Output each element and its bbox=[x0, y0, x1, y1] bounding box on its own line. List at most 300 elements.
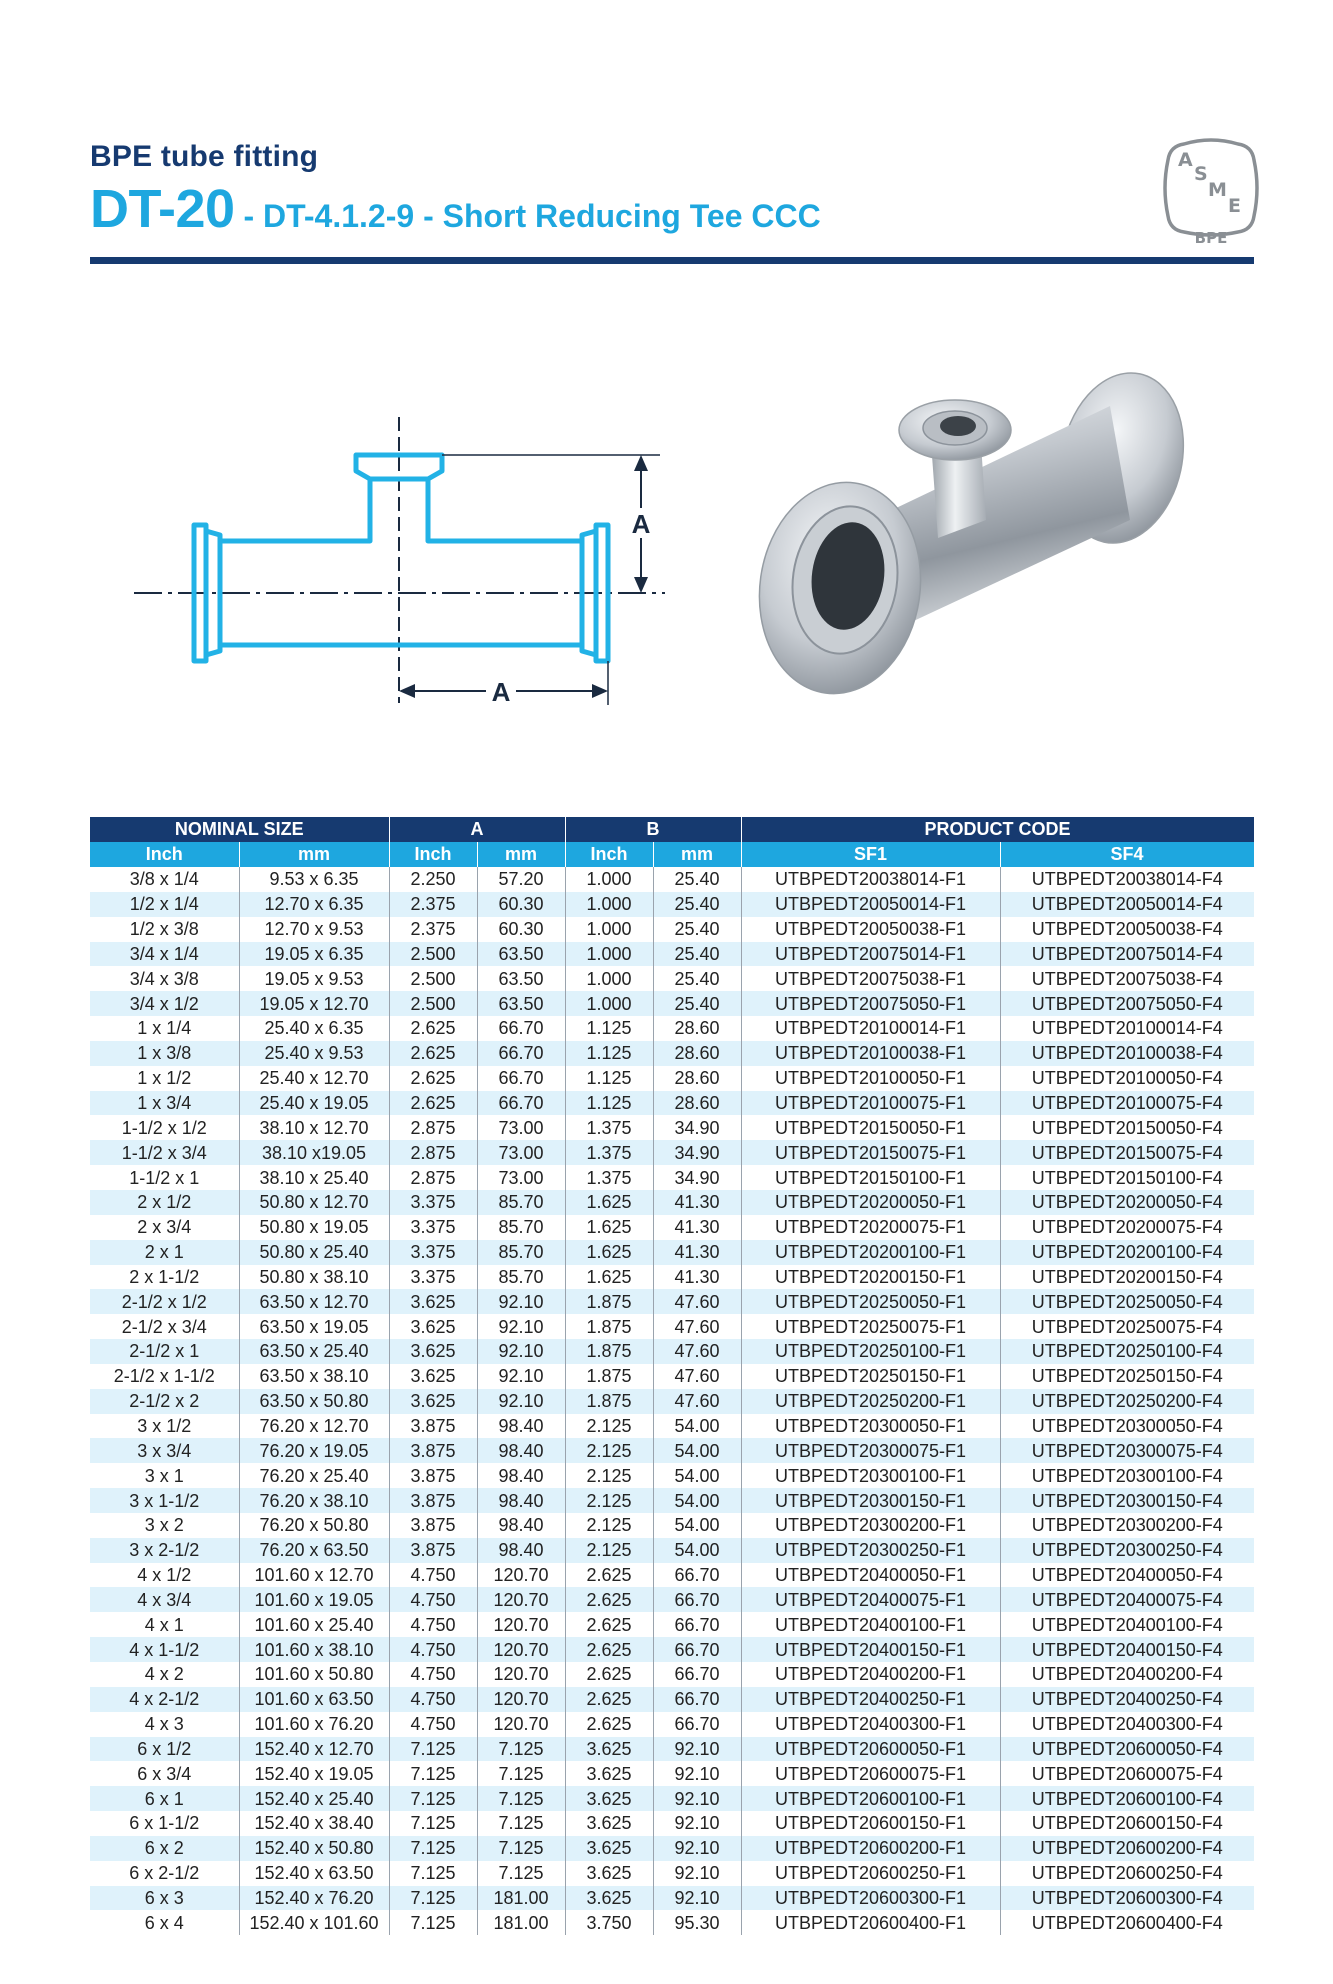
cell-code-sf4: UTBPEDT20150100-F4 bbox=[1000, 1165, 1254, 1190]
cell-code-sf4: UTBPEDT20200075-F4 bbox=[1000, 1215, 1254, 1240]
cell-size-mm: 25.40 x 12.70 bbox=[239, 1066, 389, 1091]
table-row bbox=[90, 1190, 1254, 1215]
cell-a-inch: 7.125 bbox=[389, 1737, 477, 1762]
cell-size-mm: 152.40 x 63.50 bbox=[239, 1861, 389, 1886]
subheader-size-inch: Inch bbox=[90, 842, 239, 867]
cell-a-inch: 3.625 bbox=[389, 1289, 477, 1314]
cell-size-inch: 3 x 3/4 bbox=[90, 1438, 239, 1463]
cell-code-sf4: UTBPEDT20300150-F4 bbox=[1000, 1488, 1254, 1513]
cell-b-inch: 1.000 bbox=[565, 892, 653, 917]
cell-b-inch: 1.625 bbox=[565, 1190, 653, 1215]
cell-size-mm: 152.40 x 38.40 bbox=[239, 1811, 389, 1836]
cell-b-mm: 34.90 bbox=[653, 1115, 741, 1140]
cell-code-sf4: UTBPEDT20050038-F4 bbox=[1000, 917, 1254, 942]
cell-a-inch: 2.250 bbox=[389, 867, 477, 892]
cell-code-sf4: UTBPEDT20600400-F4 bbox=[1000, 1910, 1254, 1935]
cell-code-sf1: UTBPEDT20600300-F1 bbox=[741, 1886, 1000, 1911]
cell-a-mm: 120.70 bbox=[477, 1687, 565, 1712]
cell-code-sf4: UTBPEDT20250050-F4 bbox=[1000, 1289, 1254, 1314]
cell-a-mm: 85.70 bbox=[477, 1215, 565, 1240]
cell-b-mm: 66.70 bbox=[653, 1687, 741, 1712]
cell-code-sf4: UTBPEDT20400200-F4 bbox=[1000, 1662, 1254, 1687]
cell-b-mm: 34.90 bbox=[653, 1140, 741, 1165]
dim-label-vertical: A bbox=[631, 509, 651, 539]
table-row bbox=[90, 1066, 1254, 1091]
cell-b-mm: 54.00 bbox=[653, 1488, 741, 1513]
cell-b-mm: 95.30 bbox=[653, 1910, 741, 1935]
cell-size-mm: 152.40 x 76.20 bbox=[239, 1886, 389, 1911]
cell-size-inch: 3 x 1-1/2 bbox=[90, 1488, 239, 1513]
cell-b-inch: 2.125 bbox=[565, 1488, 653, 1513]
table-row bbox=[90, 1538, 1254, 1563]
cell-size-inch: 2 x 1/2 bbox=[90, 1190, 239, 1215]
cell-size-inch: 2-1/2 x 3/4 bbox=[90, 1314, 239, 1339]
cell-b-mm: 54.00 bbox=[653, 1414, 741, 1439]
cell-code-sf4: UTBPEDT20600100-F4 bbox=[1000, 1786, 1254, 1811]
cell-size-mm: 76.20 x 25.40 bbox=[239, 1463, 389, 1488]
cell-code-sf1: UTBPEDT20400300-F1 bbox=[741, 1712, 1000, 1737]
cell-code-sf1: UTBPEDT20038014-F1 bbox=[741, 867, 1000, 892]
cell-a-mm: 63.50 bbox=[477, 991, 565, 1016]
table-body bbox=[90, 867, 1254, 1935]
cell-b-mm: 92.10 bbox=[653, 1836, 741, 1861]
cell-code-sf1: UTBPEDT20600075-F1 bbox=[741, 1761, 1000, 1786]
subheader-a-inch: Inch bbox=[389, 842, 477, 867]
cell-b-mm: 41.30 bbox=[653, 1215, 741, 1240]
cell-a-mm: 63.50 bbox=[477, 942, 565, 967]
cell-b-inch: 3.625 bbox=[565, 1786, 653, 1811]
subheader-sf1: SF1 bbox=[741, 842, 1000, 867]
cell-a-mm: 66.70 bbox=[477, 1041, 565, 1066]
cell-code-sf4: UTBPEDT20250075-F4 bbox=[1000, 1314, 1254, 1339]
cell-b-mm: 47.60 bbox=[653, 1364, 741, 1389]
cell-code-sf4: UTBPEDT20300100-F4 bbox=[1000, 1463, 1254, 1488]
table-row bbox=[90, 1265, 1254, 1290]
cell-b-mm: 92.10 bbox=[653, 1811, 741, 1836]
cell-code-sf4: UTBPEDT20400050-F4 bbox=[1000, 1563, 1254, 1588]
cell-a-mm: 120.70 bbox=[477, 1563, 565, 1588]
cell-size-inch: 4 x 1-1/2 bbox=[90, 1637, 239, 1662]
cell-b-mm: 25.40 bbox=[653, 966, 741, 991]
cell-a-mm: 120.70 bbox=[477, 1612, 565, 1637]
cell-code-sf1: UTBPEDT20600200-F1 bbox=[741, 1836, 1000, 1861]
header-rule bbox=[90, 257, 1254, 264]
cell-a-inch: 3.625 bbox=[389, 1364, 477, 1389]
page-header bbox=[90, 140, 1254, 240]
table-row bbox=[90, 1091, 1254, 1116]
cell-size-inch: 2-1/2 x 2 bbox=[90, 1389, 239, 1414]
cell-size-mm: 19.05 x 6.35 bbox=[239, 942, 389, 967]
cell-size-inch: 4 x 2 bbox=[90, 1662, 239, 1687]
cell-code-sf1: UTBPEDT20075014-F1 bbox=[741, 942, 1000, 967]
cell-size-mm: 101.60 x 19.05 bbox=[239, 1587, 389, 1612]
cell-a-mm: 92.10 bbox=[477, 1364, 565, 1389]
table-row bbox=[90, 1761, 1254, 1786]
cell-b-inch: 1.000 bbox=[565, 917, 653, 942]
cell-code-sf1: UTBPEDT20300250-F1 bbox=[741, 1538, 1000, 1563]
table-row bbox=[90, 1836, 1254, 1861]
cell-b-inch: 1.375 bbox=[565, 1115, 653, 1140]
table-row bbox=[90, 1364, 1254, 1389]
cell-code-sf1: UTBPEDT20200075-F1 bbox=[741, 1215, 1000, 1240]
cell-code-sf4: UTBPEDT20600300-F4 bbox=[1000, 1886, 1254, 1911]
cell-a-inch: 3.375 bbox=[389, 1265, 477, 1290]
cell-code-sf1: UTBPEDT20250150-F1 bbox=[741, 1364, 1000, 1389]
cell-a-mm: 181.00 bbox=[477, 1910, 565, 1935]
cell-a-inch: 7.125 bbox=[389, 1761, 477, 1786]
table-row bbox=[90, 867, 1254, 892]
cell-size-inch: 3 x 1/2 bbox=[90, 1414, 239, 1439]
cell-size-inch: 6 x 3/4 bbox=[90, 1761, 239, 1786]
cell-a-inch: 7.125 bbox=[389, 1811, 477, 1836]
cell-b-mm: 92.10 bbox=[653, 1737, 741, 1762]
cell-a-inch: 4.750 bbox=[389, 1662, 477, 1687]
cell-a-mm: 60.30 bbox=[477, 917, 565, 942]
cell-size-mm: 101.60 x 12.70 bbox=[239, 1563, 389, 1588]
cell-b-mm: 92.10 bbox=[653, 1761, 741, 1786]
cell-a-inch: 2.500 bbox=[389, 991, 477, 1016]
cell-b-inch: 2.625 bbox=[565, 1662, 653, 1687]
cell-size-inch: 6 x 2-1/2 bbox=[90, 1861, 239, 1886]
cell-size-inch: 6 x 1 bbox=[90, 1786, 239, 1811]
cell-b-inch: 1.000 bbox=[565, 867, 653, 892]
cell-code-sf4: UTBPEDT20038014-F4 bbox=[1000, 867, 1254, 892]
cell-a-mm: 73.00 bbox=[477, 1140, 565, 1165]
cell-size-mm: 63.50 x 50.80 bbox=[239, 1389, 389, 1414]
product-category: BPE tube fitting bbox=[90, 140, 319, 173]
cell-a-inch: 7.125 bbox=[389, 1861, 477, 1886]
cell-size-mm: 25.40 x 6.35 bbox=[239, 1016, 389, 1041]
cell-b-mm: 92.10 bbox=[653, 1861, 741, 1886]
cell-b-inch: 3.625 bbox=[565, 1836, 653, 1861]
cell-code-sf1: UTBPEDT20250200-F1 bbox=[741, 1389, 1000, 1414]
table-row bbox=[90, 1140, 1254, 1165]
cell-b-mm: 34.90 bbox=[653, 1165, 741, 1190]
cell-size-mm: 25.40 x 9.53 bbox=[239, 1041, 389, 1066]
cell-a-inch: 7.125 bbox=[389, 1886, 477, 1911]
table-row bbox=[90, 991, 1254, 1016]
cell-size-mm: 76.20 x 38.10 bbox=[239, 1488, 389, 1513]
cell-a-mm: 98.40 bbox=[477, 1414, 565, 1439]
table-row bbox=[90, 1339, 1254, 1364]
table-row bbox=[90, 892, 1254, 917]
cell-code-sf1: UTBPEDT20600250-F1 bbox=[741, 1861, 1000, 1886]
branch-opening bbox=[940, 416, 976, 436]
cell-a-inch: 3.625 bbox=[389, 1389, 477, 1414]
cell-size-mm: 50.80 x 25.40 bbox=[239, 1240, 389, 1265]
cell-b-inch: 3.625 bbox=[565, 1886, 653, 1911]
cell-code-sf4: UTBPEDT20600075-F4 bbox=[1000, 1761, 1254, 1786]
cell-code-sf1: UTBPEDT20400075-F1 bbox=[741, 1587, 1000, 1612]
cell-b-inch: 3.625 bbox=[565, 1861, 653, 1886]
cell-size-mm: 38.10 x 25.40 bbox=[239, 1165, 389, 1190]
cell-b-inch: 1.875 bbox=[565, 1364, 653, 1389]
table-row bbox=[90, 1389, 1254, 1414]
cell-b-mm: 25.40 bbox=[653, 892, 741, 917]
cell-code-sf1: UTBPEDT20400250-F1 bbox=[741, 1687, 1000, 1712]
cell-size-inch: 1-1/2 x 3/4 bbox=[90, 1140, 239, 1165]
header-product-code: PRODUCT CODE bbox=[741, 817, 1254, 842]
header-nominal-size: NOMINAL SIZE bbox=[90, 817, 389, 842]
subheader-a-mm: mm bbox=[477, 842, 565, 867]
cell-b-inch: 1.875 bbox=[565, 1314, 653, 1339]
cell-code-sf1: UTBPEDT20400200-F1 bbox=[741, 1662, 1000, 1687]
cell-a-inch: 3.625 bbox=[389, 1339, 477, 1364]
sub-header-row bbox=[90, 842, 1254, 867]
cell-b-inch: 2.625 bbox=[565, 1587, 653, 1612]
cell-b-mm: 28.60 bbox=[653, 1041, 741, 1066]
table-row bbox=[90, 1215, 1254, 1240]
cell-code-sf1: UTBPEDT20150075-F1 bbox=[741, 1140, 1000, 1165]
asme-bpe-logo bbox=[1162, 136, 1260, 246]
cell-a-mm: 98.40 bbox=[477, 1538, 565, 1563]
table-row bbox=[90, 1662, 1254, 1687]
cell-size-mm: 25.40 x 19.05 bbox=[239, 1091, 389, 1116]
cell-code-sf4: UTBPEDT20600150-F4 bbox=[1000, 1811, 1254, 1836]
cell-code-sf1: UTBPEDT20150050-F1 bbox=[741, 1115, 1000, 1140]
cell-size-inch: 2 x 3/4 bbox=[90, 1215, 239, 1240]
subheader-b-inch: Inch bbox=[565, 842, 653, 867]
cell-size-mm: 63.50 x 25.40 bbox=[239, 1339, 389, 1364]
cell-b-inch: 3.625 bbox=[565, 1761, 653, 1786]
cell-a-inch: 7.125 bbox=[389, 1836, 477, 1861]
cell-size-mm: 76.20 x 50.80 bbox=[239, 1513, 389, 1538]
cell-size-mm: 50.80 x 12.70 bbox=[239, 1190, 389, 1215]
cell-size-mm: 76.20 x 19.05 bbox=[239, 1438, 389, 1463]
cell-size-mm: 63.50 x 19.05 bbox=[239, 1314, 389, 1339]
model-description: - DT-4.1.2-9 - Short Reducing Tee CCC bbox=[234, 198, 821, 234]
cell-code-sf4: UTBPEDT20075038-F4 bbox=[1000, 966, 1254, 991]
cell-b-mm: 66.70 bbox=[653, 1712, 741, 1737]
tee-outline bbox=[194, 455, 608, 661]
cell-a-mm: 7.125 bbox=[477, 1836, 565, 1861]
cell-b-inch: 1.875 bbox=[565, 1339, 653, 1364]
cell-code-sf4: UTBPEDT20400150-F4 bbox=[1000, 1637, 1254, 1662]
cell-b-inch: 1.125 bbox=[565, 1091, 653, 1116]
table-row bbox=[90, 1289, 1254, 1314]
table-row bbox=[90, 1041, 1254, 1066]
cell-size-inch: 4 x 1 bbox=[90, 1612, 239, 1637]
cell-size-mm: 38.10 x 12.70 bbox=[239, 1115, 389, 1140]
cell-b-mm: 54.00 bbox=[653, 1538, 741, 1563]
cell-size-inch: 4 x 1/2 bbox=[90, 1563, 239, 1588]
cell-b-inch: 1.000 bbox=[565, 991, 653, 1016]
cell-code-sf4: UTBPEDT20050014-F4 bbox=[1000, 892, 1254, 917]
cell-size-mm: 101.60 x 63.50 bbox=[239, 1687, 389, 1712]
cell-a-mm: 7.125 bbox=[477, 1861, 565, 1886]
table-row bbox=[90, 1637, 1254, 1662]
cell-size-inch: 2 x 1-1/2 bbox=[90, 1265, 239, 1290]
cell-size-mm: 50.80 x 19.05 bbox=[239, 1215, 389, 1240]
cell-b-inch: 1.125 bbox=[565, 1066, 653, 1091]
table-row bbox=[90, 1910, 1254, 1935]
cell-code-sf1: UTBPEDT20075038-F1 bbox=[741, 966, 1000, 991]
cell-code-sf4: UTBPEDT20150050-F4 bbox=[1000, 1115, 1254, 1140]
cell-a-mm: 120.70 bbox=[477, 1587, 565, 1612]
cell-a-mm: 66.70 bbox=[477, 1066, 565, 1091]
cell-a-inch: 3.875 bbox=[389, 1488, 477, 1513]
cell-code-sf1: UTBPEDT20300200-F1 bbox=[741, 1513, 1000, 1538]
table-row bbox=[90, 1488, 1254, 1513]
cell-a-mm: 85.70 bbox=[477, 1240, 565, 1265]
cell-a-inch: 2.500 bbox=[389, 942, 477, 967]
table-row bbox=[90, 1016, 1254, 1041]
table-row bbox=[90, 1712, 1254, 1737]
cell-size-mm: 12.70 x 9.53 bbox=[239, 917, 389, 942]
logo-letter-m: M bbox=[1208, 179, 1227, 201]
cell-size-mm: 9.53 x 6.35 bbox=[239, 867, 389, 892]
cell-size-inch: 6 x 3 bbox=[90, 1886, 239, 1911]
cell-a-mm: 98.40 bbox=[477, 1463, 565, 1488]
cell-a-inch: 3.625 bbox=[389, 1314, 477, 1339]
cell-code-sf1: UTBPEDT20100038-F1 bbox=[741, 1041, 1000, 1066]
cell-size-inch: 3 x 2 bbox=[90, 1513, 239, 1538]
cell-b-inch: 1.125 bbox=[565, 1016, 653, 1041]
cell-a-mm: 7.125 bbox=[477, 1737, 565, 1762]
cell-a-inch: 2.500 bbox=[389, 966, 477, 991]
cell-size-inch: 1 x 3/8 bbox=[90, 1041, 239, 1066]
cell-code-sf1: UTBPEDT20400150-F1 bbox=[741, 1637, 1000, 1662]
cell-size-mm: 63.50 x 38.10 bbox=[239, 1364, 389, 1389]
cell-code-sf4: UTBPEDT20100075-F4 bbox=[1000, 1091, 1254, 1116]
cell-code-sf4: UTBPEDT20250150-F4 bbox=[1000, 1364, 1254, 1389]
cell-b-mm: 66.70 bbox=[653, 1563, 741, 1588]
logo-letter-s: S bbox=[1194, 163, 1208, 185]
cell-a-inch: 4.750 bbox=[389, 1687, 477, 1712]
cell-size-mm: 152.40 x 19.05 bbox=[239, 1761, 389, 1786]
cell-size-mm: 19.05 x 9.53 bbox=[239, 966, 389, 991]
cell-a-inch: 4.750 bbox=[389, 1563, 477, 1588]
cell-b-mm: 41.30 bbox=[653, 1190, 741, 1215]
cell-code-sf1: UTBPEDT20600100-F1 bbox=[741, 1786, 1000, 1811]
cell-a-inch: 2.875 bbox=[389, 1165, 477, 1190]
table-row bbox=[90, 1811, 1254, 1836]
cell-b-inch: 2.125 bbox=[565, 1538, 653, 1563]
cell-b-inch: 1.000 bbox=[565, 966, 653, 991]
cell-size-inch: 3/8 x 1/4 bbox=[90, 867, 239, 892]
cell-b-inch: 2.125 bbox=[565, 1438, 653, 1463]
cell-b-mm: 54.00 bbox=[653, 1513, 741, 1538]
table-row bbox=[90, 1687, 1254, 1712]
cell-b-inch: 2.625 bbox=[565, 1712, 653, 1737]
subheader-b-mm: mm bbox=[653, 842, 741, 867]
cell-size-inch: 6 x 2 bbox=[90, 1836, 239, 1861]
cell-code-sf1: UTBPEDT20400100-F1 bbox=[741, 1612, 1000, 1637]
cell-a-mm: 73.00 bbox=[477, 1115, 565, 1140]
cell-size-mm: 152.40 x 50.80 bbox=[239, 1836, 389, 1861]
cell-code-sf4: UTBPEDT20600200-F4 bbox=[1000, 1836, 1254, 1861]
cell-code-sf4: UTBPEDT20600050-F4 bbox=[1000, 1737, 1254, 1762]
table-row bbox=[90, 1861, 1254, 1886]
cell-b-mm: 25.40 bbox=[653, 942, 741, 967]
cell-size-mm: 101.60 x 50.80 bbox=[239, 1662, 389, 1687]
cell-size-inch: 2 x 1 bbox=[90, 1240, 239, 1265]
cell-a-inch: 2.375 bbox=[389, 892, 477, 917]
cell-size-inch: 4 x 3/4 bbox=[90, 1587, 239, 1612]
logo-bpe-text: BPE bbox=[1194, 229, 1228, 246]
subheader-size-mm: mm bbox=[239, 842, 389, 867]
cell-b-inch: 1.875 bbox=[565, 1289, 653, 1314]
cell-b-mm: 54.00 bbox=[653, 1438, 741, 1463]
cell-b-inch: 1.375 bbox=[565, 1165, 653, 1190]
cell-b-inch: 2.625 bbox=[565, 1687, 653, 1712]
cell-code-sf1: UTBPEDT20600050-F1 bbox=[741, 1737, 1000, 1762]
dim-arrow-down-icon bbox=[634, 577, 648, 593]
cell-code-sf1: UTBPEDT20600150-F1 bbox=[741, 1811, 1000, 1836]
cell-b-mm: 66.70 bbox=[653, 1637, 741, 1662]
cell-code-sf4: UTBPEDT20600250-F4 bbox=[1000, 1861, 1254, 1886]
specification-table bbox=[90, 817, 1255, 1935]
table-row bbox=[90, 1463, 1254, 1488]
cell-code-sf1: UTBPEDT20050014-F1 bbox=[741, 892, 1000, 917]
group-header-row bbox=[90, 817, 1254, 842]
dim-arrow-right-icon bbox=[592, 684, 608, 698]
cell-b-mm: 25.40 bbox=[653, 917, 741, 942]
table-row bbox=[90, 1587, 1254, 1612]
cell-code-sf1: UTBPEDT20100014-F1 bbox=[741, 1016, 1000, 1041]
cell-size-inch: 1 x 3/4 bbox=[90, 1091, 239, 1116]
cell-size-inch: 3/4 x 1/2 bbox=[90, 991, 239, 1016]
subheader-sf4: SF4 bbox=[1000, 842, 1254, 867]
cell-b-mm: 41.30 bbox=[653, 1265, 741, 1290]
cell-code-sf4: UTBPEDT20400300-F4 bbox=[1000, 1712, 1254, 1737]
cell-b-mm: 28.60 bbox=[653, 1066, 741, 1091]
cell-size-mm: 76.20 x 12.70 bbox=[239, 1414, 389, 1439]
cell-a-mm: 181.00 bbox=[477, 1886, 565, 1911]
cell-size-inch: 6 x 4 bbox=[90, 1910, 239, 1935]
cell-code-sf4: UTBPEDT20300075-F4 bbox=[1000, 1438, 1254, 1463]
cell-size-inch: 1/2 x 1/4 bbox=[90, 892, 239, 917]
cell-size-mm: 19.05 x 12.70 bbox=[239, 991, 389, 1016]
cell-a-inch: 4.750 bbox=[389, 1612, 477, 1637]
cell-b-mm: 47.60 bbox=[653, 1314, 741, 1339]
cell-a-mm: 85.70 bbox=[477, 1190, 565, 1215]
table-row bbox=[90, 1513, 1254, 1538]
cell-b-inch: 3.625 bbox=[565, 1811, 653, 1836]
cell-code-sf4: UTBPEDT20300050-F4 bbox=[1000, 1414, 1254, 1439]
cell-code-sf1: UTBPEDT20150100-F1 bbox=[741, 1165, 1000, 1190]
cell-b-mm: 41.30 bbox=[653, 1240, 741, 1265]
cell-size-inch: 1-1/2 x 1/2 bbox=[90, 1115, 239, 1140]
cell-a-inch: 3.875 bbox=[389, 1538, 477, 1563]
header-a: A bbox=[389, 817, 565, 842]
cell-size-inch: 2-1/2 x 1/2 bbox=[90, 1289, 239, 1314]
table-row bbox=[90, 1563, 1254, 1588]
table-row bbox=[90, 1438, 1254, 1463]
cell-code-sf1: UTBPEDT20300100-F1 bbox=[741, 1463, 1000, 1488]
cell-code-sf4: UTBPEDT20150075-F4 bbox=[1000, 1140, 1254, 1165]
cell-code-sf1: UTBPEDT20100050-F1 bbox=[741, 1066, 1000, 1091]
cell-code-sf1: UTBPEDT20300075-F1 bbox=[741, 1438, 1000, 1463]
cell-code-sf4: UTBPEDT20100014-F4 bbox=[1000, 1016, 1254, 1041]
cell-b-mm: 66.70 bbox=[653, 1612, 741, 1637]
header-b: B bbox=[565, 817, 741, 842]
cell-size-inch: 3/4 x 3/8 bbox=[90, 966, 239, 991]
cell-b-inch: 3.750 bbox=[565, 1910, 653, 1935]
cell-size-mm: 63.50 x 12.70 bbox=[239, 1289, 389, 1314]
cell-code-sf1: UTBPEDT20075050-F1 bbox=[741, 991, 1000, 1016]
cell-b-mm: 47.60 bbox=[653, 1289, 741, 1314]
cell-a-mm: 60.30 bbox=[477, 892, 565, 917]
cell-size-mm: 101.60 x 76.20 bbox=[239, 1712, 389, 1737]
cell-size-mm: 76.20 x 63.50 bbox=[239, 1538, 389, 1563]
cell-a-inch: 2.625 bbox=[389, 1066, 477, 1091]
technical-drawing bbox=[120, 405, 680, 725]
cell-b-mm: 25.40 bbox=[653, 991, 741, 1016]
cell-a-inch: 4.750 bbox=[389, 1712, 477, 1737]
cell-a-inch: 3.375 bbox=[389, 1215, 477, 1240]
cell-b-mm: 47.60 bbox=[653, 1339, 741, 1364]
